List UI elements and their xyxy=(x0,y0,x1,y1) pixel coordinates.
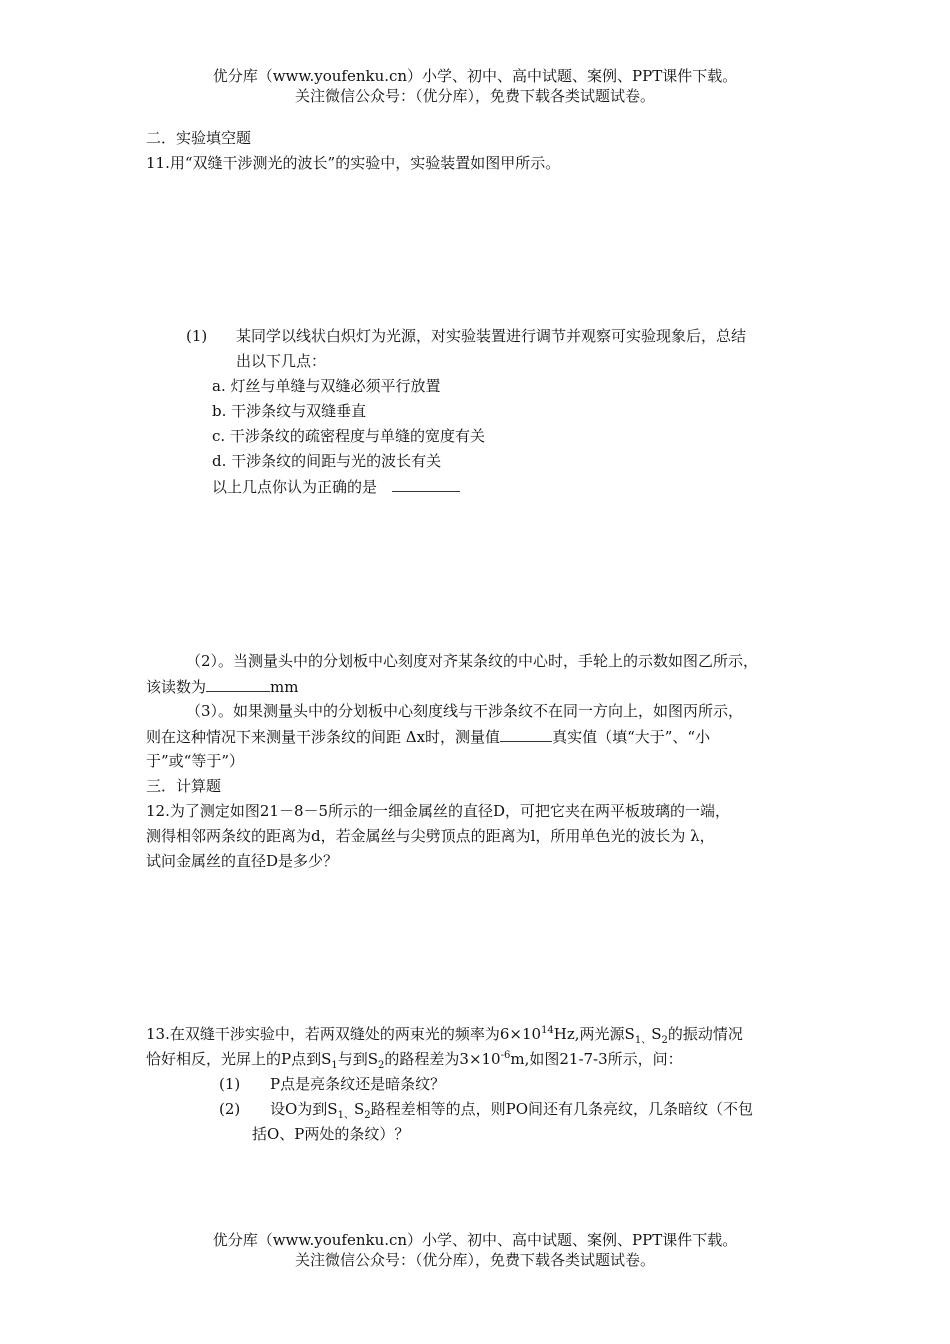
q11-part2-blank[interactable] xyxy=(206,676,270,692)
q13-line1 xyxy=(146,1024,743,1044)
q11-option-b: b. 干涉条纹与双缝垂直 xyxy=(212,402,367,420)
q13-l1-text-a: 13.在双缝干涉实验中，若两双缝处的两束光的频率为6×10 xyxy=(146,1025,542,1043)
q11-stem: 11.用“双缝干涉测光的波长”的实验中，实验装置如图甲所示。 xyxy=(146,154,561,172)
q13-l2-text-c: 的路程差为3×10 xyxy=(384,1050,501,1068)
q11-option-c: c. 干涉条纹的疏密程度与单缝的宽度有关 xyxy=(212,427,485,445)
q12-line3: 试问金属丝的直径D是多少？ xyxy=(146,852,339,870)
q13-sub2-line1 xyxy=(270,1099,753,1119)
q13-l2-sup: -6 xyxy=(500,1050,511,1061)
q13-l1-text-c: S xyxy=(651,1025,662,1043)
q12-line2: 测得相邻两条纹的距离为d，若金属丝与尖劈顶点的距离为l，所用单色光的波长为 λ， xyxy=(146,827,715,845)
q11-part2-unit: mm xyxy=(270,678,299,696)
q11-part3-blank[interactable] xyxy=(500,726,552,742)
section2-title: 二．实验填空题 xyxy=(146,129,252,147)
q11-part1-answer-blank[interactable] xyxy=(392,476,460,492)
q13-l1-text-d: 的振动情况 xyxy=(667,1025,743,1043)
q13-l2-text-a: 恰好相反，光屏上的P点到S xyxy=(146,1050,332,1068)
header-line-1: 优分库（www.youfenku.cn）小学、初中、高中试题、案例、PPT课件下载。 xyxy=(212,67,738,85)
q13-sub2-number: (2) xyxy=(219,1100,241,1118)
q13-s2-text-b: S xyxy=(353,1100,365,1118)
q11-option-d: d. 干涉条纹的间距与光的波长有关 xyxy=(212,452,442,470)
q11-part3-line1: （3）。如果测量头中的分划板中心刻度线与干涉条纹不在同一方向上，如图丙所示， xyxy=(186,702,744,720)
q13-s2-sub2: 2 xyxy=(364,1110,371,1121)
q11-part2-line1: （2）。当测量头中的分划板中心刻度对齐某条纹的中心时，手轮上的示数如图乙所示， xyxy=(186,652,759,670)
q11-part2-line2 xyxy=(146,676,298,697)
footer-line-2: 关注微信公众号：（优分库），免费下载各类试题试卷。 xyxy=(294,1251,655,1269)
header-line-2: 关注微信公众号：（优分库），免费下载各类试题试卷。 xyxy=(294,87,655,105)
q13-l1-sup: 14 xyxy=(541,1025,554,1036)
q11-part1-answer-line xyxy=(212,476,460,497)
section3-title: 三．计算题 xyxy=(146,777,222,795)
q11-part2-label: 该读数为 xyxy=(146,678,207,696)
q11-part1-line2: 出以下几点： xyxy=(236,352,327,370)
q11-part1-answer-label: 以上几点你认为正确的是 xyxy=(212,478,378,496)
q12-line1: 12.为了测定如图21－8－5所示的一细金属丝的直径D，可把它夹在两平板玻璃的一端， xyxy=(146,802,731,820)
q13-sub1-number: (1) xyxy=(219,1075,241,1093)
q13-s2-text-c: 路程差相等的点，则PO间还有几条亮纹，几条暗纹（不包 xyxy=(370,1100,754,1118)
q11-option-a: a. 灯丝与单缝与双缝必须平行放置 xyxy=(212,377,441,395)
q13-l1-sub2: 2 xyxy=(661,1035,668,1046)
q11-part3-text-a: 则在这种情况下来测量干涉条纹的间距 Δx时，测量值 xyxy=(146,728,501,746)
q13-l2-sub2: 2 xyxy=(378,1060,385,1071)
q13-l2-text-b: 与到S xyxy=(337,1050,379,1068)
q13-l1-text-b: Hz,两光源S xyxy=(553,1025,635,1043)
q13-l2-sub1: 1 xyxy=(331,1060,338,1071)
q13-sub2-line2: 括O、P两处的条纹）？ xyxy=(252,1125,410,1143)
q13-s2-sub1: 1、 xyxy=(337,1110,354,1121)
q13-l1-sub1: 1、 xyxy=(634,1035,652,1046)
q13-l2-text-d: m,如图21-7-3所示，问： xyxy=(510,1050,683,1068)
q11-part3-line3: 于”或“等于”） xyxy=(146,752,245,770)
q11-part1-number: (1) xyxy=(186,327,208,345)
footer-line-1: 优分库（www.youfenku.cn）小学、初中、高中试题、案例、PPT课件下载。 xyxy=(212,1231,738,1249)
q13-s2-text-a: 设O为到S xyxy=(270,1100,338,1118)
q13-sub1-text: P点是亮条纹还是暗条纹？ xyxy=(270,1075,446,1093)
q13-line2 xyxy=(146,1049,683,1069)
q11-part3-line2 xyxy=(146,726,710,747)
q11-part3-text-b: 真实值（填“大于”、“小 xyxy=(552,728,711,746)
q11-part1-line1: 某同学以线状白炽灯为光源，对实验装置进行调节并观察可实验现象后，总结 xyxy=(236,327,747,345)
